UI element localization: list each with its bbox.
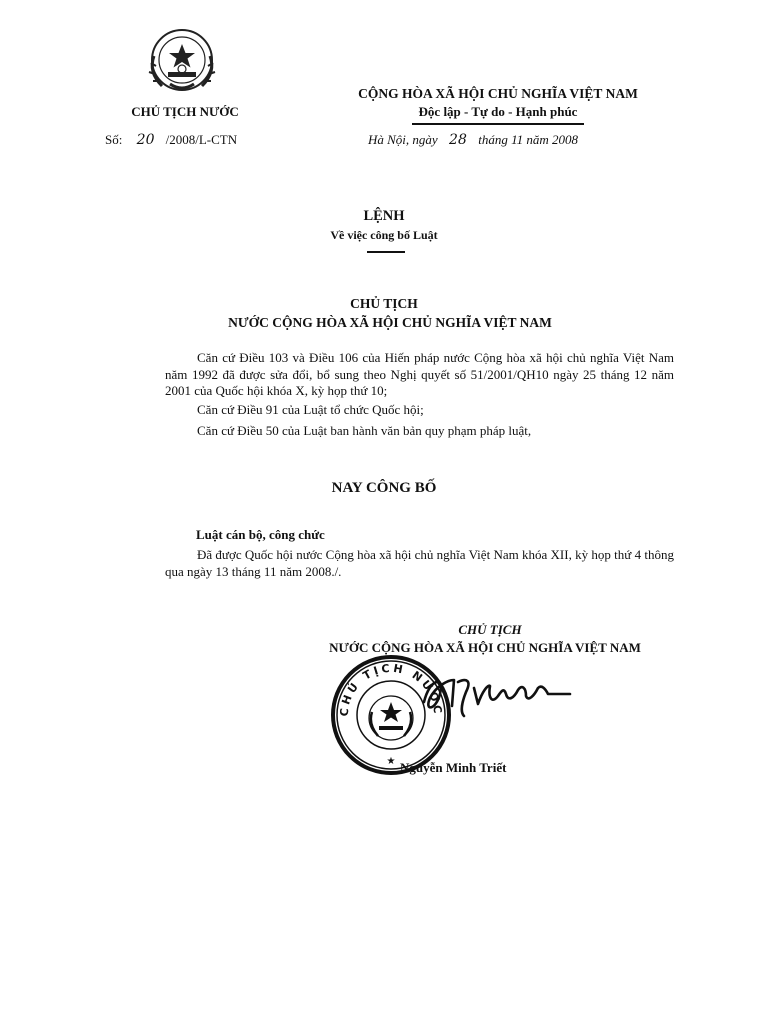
date-suffix: tháng 11 năm 2008 [478,132,578,147]
issuer: CHỦ TỊCH NƯỚC [131,104,239,119]
handwritten-signature [418,658,578,738]
basis-legal-documents-law: Căn cứ Điều 50 của Luật ban hành văn bản quy phạm pháp luật, [197,423,532,438]
signer-name: Nguyễn Minh Triết [400,760,507,775]
title-underline [367,251,405,253]
svg-text:★: ★ [386,756,396,767]
number-prefix: Số: [105,132,123,147]
date-prefix: Hà Nội, ngày [368,132,438,147]
issue-date [368,132,578,148]
document-subtitle: Về việc công bố Luật [330,228,438,242]
national-emblem [140,20,224,102]
law-passage [165,547,674,580]
law-passed-text: Đã được Quốc hội nước Cộng hòa xã hội chủ nghĩa Việt Nam khóa XII, kỳ họp thứ 4 thông qua ngày 13 tháng 11 năm 2008./. [165,547,674,579]
number-suffix: /2008/L-CTN [165,132,238,147]
law-name: Luật cán bộ, công chức [196,527,325,542]
authority-country: NƯỚC CỘNG HÒA XÃ HỘI CHỦ NGHĨA VIỆT NAM [228,315,552,330]
motto: Độc lập - Tự do - Hạnh phúc [418,104,578,119]
document-title: LỆNH [363,208,405,224]
authority-title: CHỦ TỊCH [350,296,418,311]
legal-basis [165,350,674,440]
basis-constitution: Căn cứ Điều 103 và Điều 106 của Hiến pháp nước Cộng hòa xã hội chủ nghĩa Việt Nam năm 1992 đã được sửa đổi, bổ sung theo Nghị quyết số 51/2001/QH10 ngày 25 tháng 12 năm 2001 của Quốc hội khóa X, kỳ họp thứ 10; [165,350,674,398]
motto-underline [412,123,584,125]
document-number [105,132,237,148]
basis-assembly-law: Căn cứ Điều 91 của Luật tổ chức Quốc hội; [197,401,424,417]
seal-text: CHỦ TỊCH NƯỚC [337,661,445,717]
signer-authority: NƯỚC CỘNG HÒA XÃ HỘI CHỦ NGHĨA VIỆT NAM [329,640,641,655]
number-handwritten: 20 [136,132,155,148]
country-name: CỘNG HÒA XÃ HỘI CHỦ NGHĨA VIỆT NAM [358,86,638,101]
date-day-handwritten: 28 [449,132,467,148]
signer-title: CHỦ TỊCH [458,622,522,637]
proclamation-heading: NAY CÔNG BỐ [331,480,437,496]
